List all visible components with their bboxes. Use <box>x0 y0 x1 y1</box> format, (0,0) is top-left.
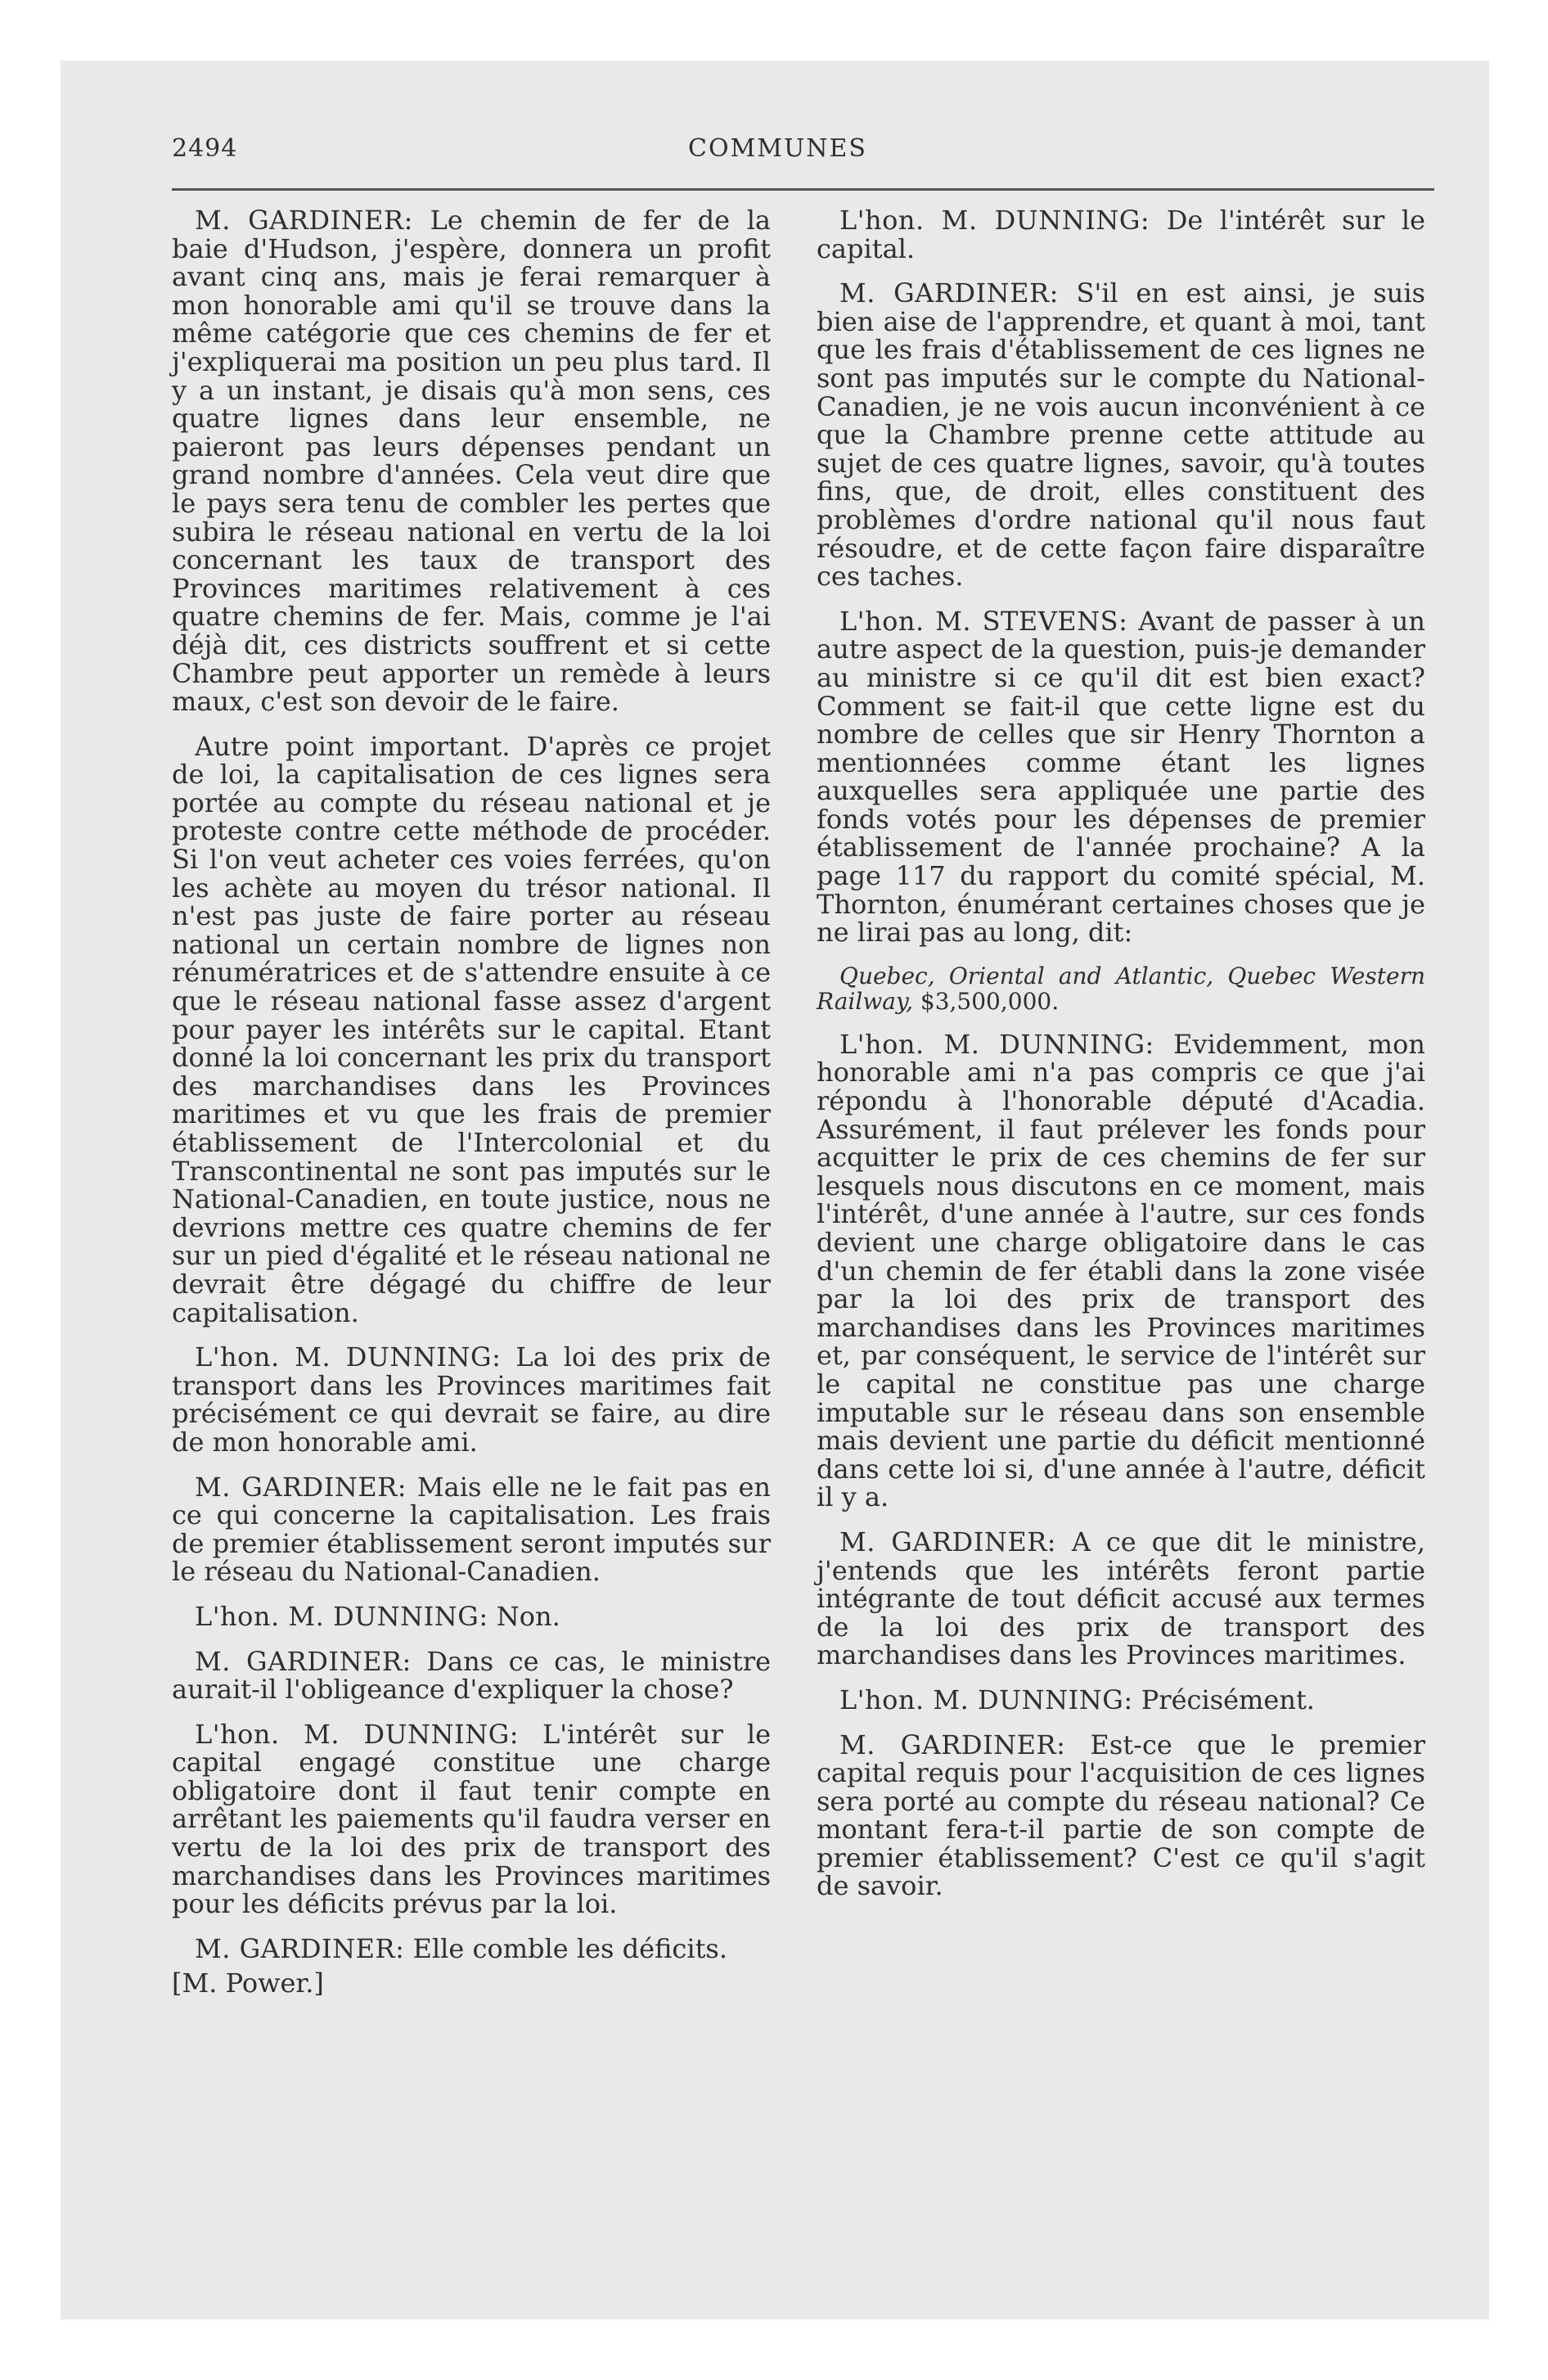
paragraph-text: Non. <box>488 1600 560 1632</box>
paragraph-text: L'intérêt sur le capital engagé constitue une charge obligatoire dont il faut tenir compte en arrêtant les paiements qu'il faudra verser en vertu de la loi des prix de transport des marchandises dans les Provinces maritimes pour les déficits prévus par la loi. <box>172 1718 772 1920</box>
paragraph-text: La loi des prix de transport dans les Provinces maritimes fait précisément ce qui devrait se faire, au dire de mon honorable ami. <box>172 1341 772 1458</box>
paragraph <box>172 1343 771 1456</box>
page-header <box>121 61 1434 192</box>
paragraph <box>172 732 771 1327</box>
speaker-name: M. GARDINER: <box>839 1729 1066 1760</box>
quote-text: Quebec, Oriental and Atlantic, Quebec Western Railway, <box>817 962 1425 1015</box>
paragraph-text: De l'intérêt sur le capital. <box>817 205 1426 264</box>
paragraph <box>172 206 771 716</box>
paragraph <box>817 1528 1425 1670</box>
header-rule <box>172 188 1434 191</box>
speaker-name: M. GARDINER: <box>839 277 1059 309</box>
paragraph <box>817 206 1425 263</box>
paragraph-text: Avant de passer à un autre aspect de la question, puis-je demander au ministre si ce qu'il dit est bien exact? Comment se fait-il que cette ligne est du nombre de celles que sir Henry Thornton a mentionnées comme étant les lignes auxquelles sera appliquée une partie des fonds votés pour les dépenses de premier établissement de l'année prochaine? A la page 117 du rapport du comité spécial, M. Thornton, énumérant certaines choses que je ne lirai pas au long, dit: <box>817 605 1426 949</box>
paragraph-text: Précisément. <box>1132 1684 1315 1715</box>
paragraph <box>817 1686 1425 1715</box>
quoted-line <box>817 963 1425 1014</box>
speaker-name: M. GARDINER: <box>195 205 413 236</box>
paragraph-text: Elle comble les déficits. <box>404 1932 728 1964</box>
speaker-name: L'hon. M. DUNNING: <box>195 1600 488 1632</box>
paragraph-text: Autre point important. D'après ce projet de loi, la capitalisation de ces lignes sera portée au compte du réseau national et je proteste contre cette méthode de procéder. Si l'on veut acheter ces voies ferrées, qu'on les achète au moyen du trésor national. Il n'est pas juste de faire porter au réseau national un certain nombre de lignes non rénumératrices et de s'attendre ensuite à ce que le réseau national fasse assez d'argent pour payer les intérêts sur le capital. Etant donné la loi concernant les prix du transport des marchandises dans les Provinces maritimes et vu que les frais de premier établissement de l'Intercolonial et du Transcontinental ne sont pas imputés sur le National-Canadien, en toute justice, nous ne devrions mettre ces quatre chemins de fer sur un pied d'égalité et le réseau national ne devrait être dégagé du chiffre de leur capitalisation. <box>172 730 771 1328</box>
speaker-name: L'hon. M. DUNNING: <box>839 1684 1133 1715</box>
paragraph <box>817 1731 1425 1901</box>
paragraph-text: Evidemment, mon honorable ami n'a pas compris ce que j'ai répondu à l'honorable député d'Acadia. Assurément, il faut prélever les fonds pour acquitter le prix de ces chemins de fer sur lesquels nous discutons en ce moment, mais l'intérêt, d'une année à l'autre, sur ces fonds devient une charge obligatoire dans le cas d'un chemin de fer établi dans la zone visée par la loi des prix de transport des marchandises dans les Provinces maritimes et, par conséquent, le service de l'intérêt sur le capital ne constitue pas une charge imputable sur le réseau dans son ensemble mais devient une partie du déficit mentionné dans cette loi si, d'une année à l'autre, déficit il y a. <box>817 1028 1426 1513</box>
paragraph <box>817 1030 1425 1512</box>
speaker-name: M. GARDINER: <box>195 1645 412 1677</box>
speaker-name: L'hon. M. DUNNING: <box>195 1341 502 1373</box>
paragraph-text: S'il en est ainsi, je suis bien aise de l'apprendre, et quant à moi, tant que les frais d'établissement de ces lignes ne sont pas imputés sur le compte du National-Canadien, je ne vois aucun inconvénient à ce que la Chambre prenne cette attitude au sujet de ces quatre lignes, savoir, qu'à toutes fins, que, de droit, elles constituent des problèmes d'ordre national qu'il nous faut résoudre, et de cette façon faire disparaître ces taches. <box>817 277 1426 593</box>
paragraph-text: Mais elle ne le fait pas en ce qui concerne la capitalisation. Les frais de premier établissement seront imputés sur le réseau du National-Canadien. <box>172 1471 772 1588</box>
paragraph <box>172 1473 771 1586</box>
right-column <box>817 206 1425 1917</box>
speaker-name: M. GARDINER: <box>839 1526 1057 1557</box>
paragraph-text: Dans ce cas, le ministre aurait-il l'obligeance d'expliquer la chose? <box>172 1645 772 1706</box>
page-number: 2494 <box>172 134 238 163</box>
running-title: COMMUNES <box>688 134 867 163</box>
paragraph <box>172 1932 771 1964</box>
paragraph-text: A ce que dit le ministre, j'entends que les intérêts feront partie intégrante de tout déficit accusé aux termes de la loi des prix de transport des marchandises dans les Provinces maritimes. <box>817 1526 1425 1671</box>
paragraph <box>172 1602 771 1631</box>
paragraph-text: Est-ce que le premier capital requis pour l'acquisition de ces lignes sera porté au compte du réseau national? Ce montant fera-t-il partie de son compte de premier établissement? C'est ce qu'il s'agit de savoir. <box>817 1729 1426 1902</box>
speaker-name: L'hon. M. DUNNING: <box>195 1718 520 1750</box>
page <box>121 61 1434 2319</box>
quote-amount: $3,500,000. <box>913 987 1060 1015</box>
page-footer-note <box>172 1969 771 1998</box>
paragraph-text: Le chemin de fer de la baie d'Hudson, j'espère, donnera un profit avant cinq ans, mais je ferai remarquer à mon honorable ami qu'il se trouve dans la même catégorie que ces chemins de fer et j'expliquerai ma position un peu plus tard. Il y a un instant, je disais qu'à mon sens, ces quatre lignes dans leur ensemble, ne paieront pas leurs dépenses pendant un grand nombre d'années. Cela veut dire que le pays sera tenu de combler les pertes que subira le réseau national en vertu de la loi concernant les taux de transport des Provinces maritimes relativement à ces quatre chemins de fer. Mais, comme je l'ai déjà dit, ces districts souffrent et si cette Chambre peut apporter un remède à leurs maux, c'est son devoir de le faire. <box>172 205 772 718</box>
paragraph <box>817 279 1425 591</box>
left-column <box>172 206 771 2014</box>
speaker-name: L'hon. M. DUNNING: <box>839 1028 1154 1060</box>
speaker-name: M. GARDINER: <box>195 1932 405 1964</box>
speaker-name: M. GARDINER: <box>195 1471 407 1503</box>
speaker-name: L'hon. M. DUNNING: <box>839 205 1150 236</box>
footer-note-text: [M. Power.] <box>172 1968 324 1999</box>
paragraph <box>172 1645 772 1706</box>
speaker-name: L'hon. M. STEVENS: <box>839 605 1128 637</box>
paragraph <box>172 1720 771 1918</box>
paragraph <box>817 607 1425 947</box>
